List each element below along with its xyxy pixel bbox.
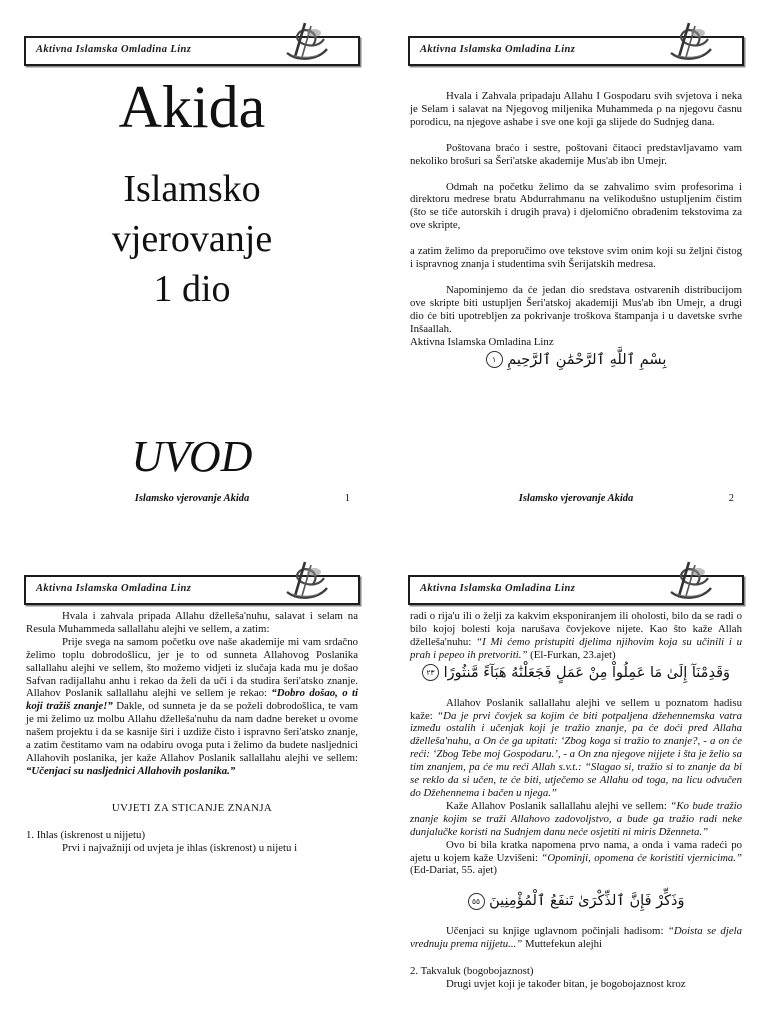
page-header-box xyxy=(408,36,744,66)
document-page-1 xyxy=(0,0,384,512)
body-paragraph: Ovo bi bila kratka napomena prvo nama, a onda i vama radeći po ajetu u kojem kaže Uzvišeni: “Opominji, opomena će koristiti vjernicima.” (Ed-Dariat, 55. ajet) xyxy=(410,838,742,877)
section-heading-uvod: UVOD xyxy=(131,432,253,481)
list-item-heading: 1. Ihlas (iskrenost u nijjetu) xyxy=(26,828,146,841)
page-footer xyxy=(410,493,742,507)
arabic-verse-text: وَقَدِمْنَآ إِلَىٰ مَا عَمِلُواْ مِنْ عَمَلٍ فَجَعَلْنَٰهُ هَبَآءً مَّنثُورًا xyxy=(443,664,730,681)
calligraphy-logo-icon xyxy=(664,560,716,606)
calligraphy-logo-icon xyxy=(280,21,332,67)
page-number: 1 xyxy=(344,493,350,504)
subtitle-line: 1 dio xyxy=(153,268,231,310)
body-paragraph: Poštovana braćo i sestre, poštovani čitaoci predstavljavamo vam nekoliko brošuri sa Šeri'atske akademije Mus'ab ibn Umejr. xyxy=(410,141,742,167)
page-header-box xyxy=(24,36,360,66)
arabic-verse-text: بِسْمِ ٱللَّهِ ٱلرَّحْمَٰنِ ٱلرَّحِيمِ xyxy=(507,351,667,368)
ayah-marker: ٥٥ xyxy=(468,893,485,910)
footer-book-title: Islamsko vjerovanje Akida xyxy=(518,493,634,504)
document-subtitle xyxy=(0,164,384,314)
body-paragraph: a zatim želimo da preporučimo ove tekstove svim onim koji su željni čistog i ispravnog znanja i studentima svih Šerijatskih medresa. xyxy=(410,245,742,271)
document-page-4 xyxy=(384,512,768,1024)
body-paragraph: Allahov Poslanik sallallahu alejhi ve sellem u poznatom hadisu kaže: “Da je prvi čovjek sa kojim će biti potpaljena džehennemska vatra između ostalih i učenjak koji je tražio znanje, pa će doći pred Allaha dželleša'nuhu, a On će ga upitati: ‘Zbog koga si tražio to znanje?, - a on će reći: ‘Zbog Tebe moj Gospodaru.’, - a On zna njegove nijjete i šta je želio sa tim znanjem, pa će mu reći Allah s.v.t.: “Slagao si, tražio si to znanje da bi se reklo da si učen, te će biti, utječemo se Allahu od toga, na licu odvučen do Džehennema i bačen u njega.” xyxy=(410,696,742,799)
list-item-heading: 2. Takvaluk (bogobojaznost) xyxy=(410,965,534,978)
page-number: 2 xyxy=(728,493,734,504)
page-header-box xyxy=(24,575,360,605)
body-paragraph: Hvala i zahvala pripada Allahu dželleša'nuhu, salavat i selam na Resula Muhammeda sallallahu alejhi ve sellem, a zatim: xyxy=(26,610,358,635)
page-footer xyxy=(26,493,358,507)
body-paragraph: Prvi i najvažniji od uvjeta je ihlas (iskrenost) u nijetu i xyxy=(62,841,298,854)
document-title: Akida xyxy=(118,74,266,140)
subtitle-line: vjerovanje xyxy=(111,218,273,260)
ayah-marker: ٢٣ xyxy=(422,664,439,681)
document-page-3 xyxy=(0,512,384,1024)
calligraphy-logo-icon xyxy=(280,560,332,606)
org-name-label: Aktivna Islamska Omladina Linz xyxy=(36,583,192,594)
calligraphy-logo-icon xyxy=(664,21,716,67)
quran-verse-arabic xyxy=(410,662,742,684)
body-paragraph: radi o rija'u ili o želji za kakvim eksponiranjem ili oholosti, bilo da se radi o bilo kojoj bolesti koja narušava čovjekove nijete. Kao što kaže Allah dželleša'nuhu: “I Mi ćemo pristupiti djelima njihovim koja su učinili i u prah i pepeo ih pretvoriti.” (El-Furkan, 23.ajet) xyxy=(410,610,742,661)
org-name-label: Aktivna Islamska Omladina Linz xyxy=(420,44,576,55)
page-header-box xyxy=(408,575,744,605)
signature-line: Aktivna Islamska Omladina Linz xyxy=(410,335,554,348)
body-paragraph: Prije svega na samom početku ove naše akademije mi vam srdačno želimo toplu dobrodošlicu, jer je to od sunneta Allahovog Poslanika sallallahu alejhi ve sellem, što možemo vidjeti iz slučaja kada mu je došao Safvan radijallahu anhu i rekao da želi da uči i da studira šeri'atsko znanje. Allahov Poslanik sallallahu alejhi ve sellem je rekao: “Dobro došao, o ti koji tražiš znanje!” Dakle, od sunneta je da se poželi dobrodošlica, te vam je mi želimo uz molbu Allahu dželleša'nuhu da nam dadne bereket u ovome našem projektu i da se kasnije širi i uzdiže čisto i ispravno šeri'atsko znanje, a zatim čestitamo vam na odabiru ovoga puta i želimo da budete nasljednici Allahovih poslanika, jer kaže Allahov Poslanik sallallahu alejhi ve sellem: “Učenjaci su nasljednici Allahovih poslanika.” xyxy=(26,635,358,777)
body-paragraph: Učenjaci su knjige uglavnom počinjali hadisom: “Doista se djela vrednuju prema nijjetu...” Muttefekun alejhi xyxy=(410,925,743,951)
body-paragraph: Hvala i Zahvala pripadaju Allahu I Gospodaru svih svjetova i neka je Selam i salavat na Njegovog miljenika Muhammeda ρ na njegovu časnu porodicu, na njegove ashabe i sve one koji ga slijede do Sudnjeg dana. xyxy=(410,90,742,128)
document-page-2 xyxy=(384,0,768,512)
subtitle-line: Islamsko xyxy=(123,168,261,210)
arabic-verse-text: وَذَكِّرْ فَإِنَّ ٱلذِّكْرَىٰ تَنفَعُ ٱلْمُؤْمِنِينَ xyxy=(489,893,685,910)
quran-verse-arabic xyxy=(410,890,742,912)
ayah-marker: ١ xyxy=(486,351,503,368)
bismillah-arabic-text xyxy=(410,349,742,371)
body-paragraph: Drugi uvjet koji je također bitan, je bogobojaznost kroz xyxy=(446,978,686,991)
body-paragraph: Kaže Allahov Poslanik sallallahu alejhi ve sellem: “Ko bude tražio znanje kojim se traži Allahovo zadovoljstvo, a bude ga tražio radi neke dunjalučke koristi na Sudnjem danu neće osjetiti ni miris Dženneta.” xyxy=(410,799,742,838)
org-name-label: Aktivna Islamska Omladina Linz xyxy=(420,583,576,594)
section-heading: UVJETI ZA STICANJE ZNANJA xyxy=(111,801,273,814)
org-name-label: Aktivna Islamska Omladina Linz xyxy=(36,44,192,55)
footer-book-title: Islamsko vjerovanje Akida xyxy=(134,493,250,504)
body-paragraph: Odmah na početku želimo da se zahvalimo svim profesorima i direktoru medrese bratu Abdurrahmanu na velikodušno ustupljenim čistim (što se tiče autorskih i drugih prava) i djelomično obrađenim tekstovima za ove skripte, xyxy=(410,180,742,232)
body-paragraph: Napominjemo da će jedan dio sredstava ostvarenih distribucijom ove skripte biti ustupljen Šeri'atskoj akademiji Mus'ab ibn Umejr, a drugi dio će biti upotrebljen za pokrivanje troškova štampanja i u davetske svrhe Inšaallah. xyxy=(410,283,742,335)
